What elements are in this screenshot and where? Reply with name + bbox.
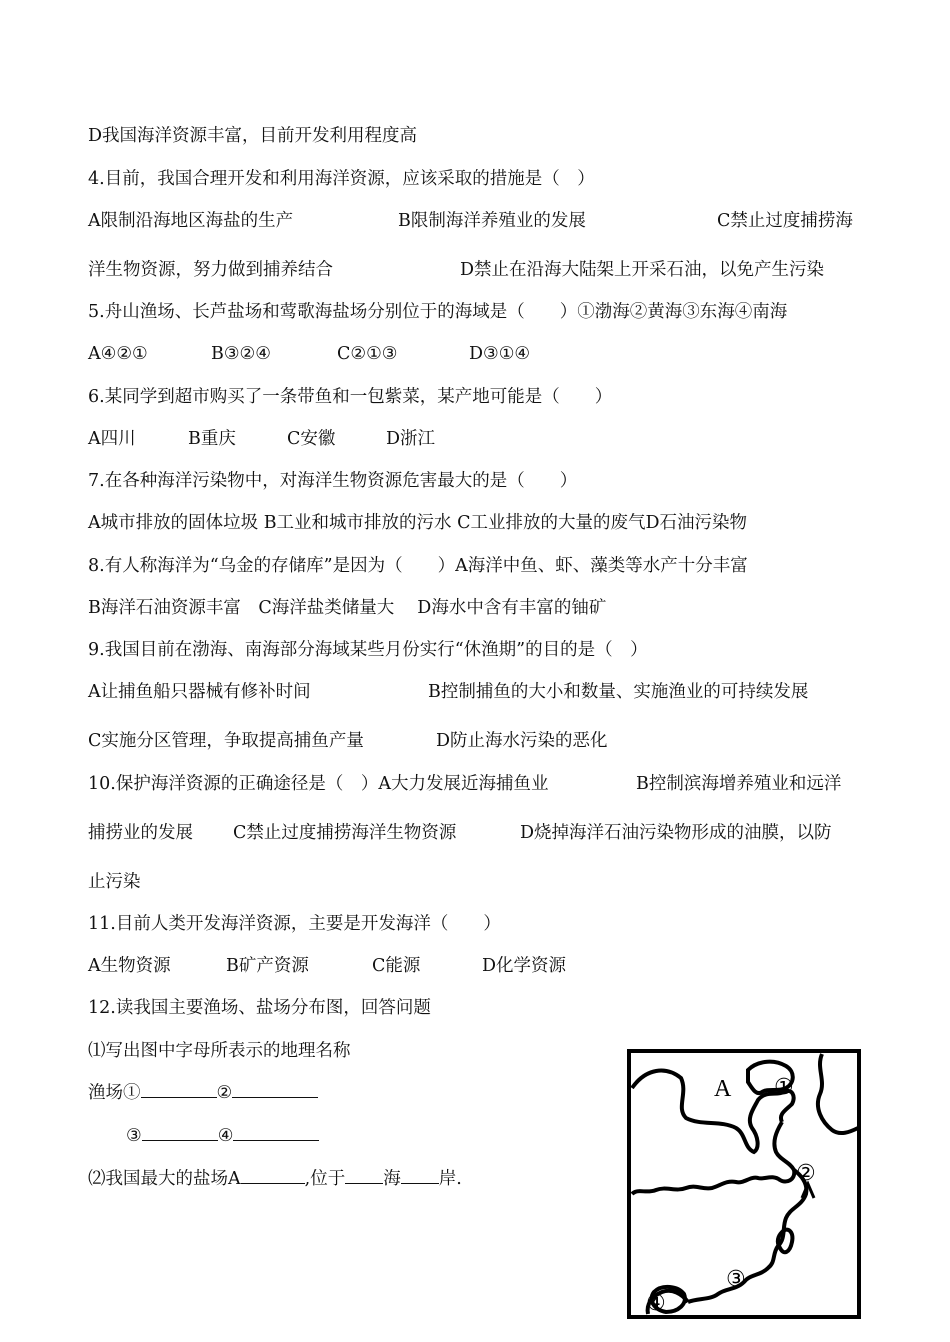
question-6: 6.某同学到超市购买了一条带鱼和一包紫菜，某产地可能是（ ）: [88, 387, 613, 407]
q10-option-c: C禁止过度捕捞海洋生物资源: [233, 823, 457, 843]
q9-option-c: C实施分区管理，争取提高捕鱼产量: [88, 731, 364, 751]
blank-coast[interactable]: [401, 1167, 439, 1184]
map-label-a: A: [714, 1076, 732, 1102]
q5-option-c: C②①③: [337, 344, 398, 364]
blank-fishery-4[interactable]: [233, 1124, 319, 1141]
q11-option-a: A生物资源: [88, 956, 171, 976]
q11-option-d: D化学资源: [482, 956, 567, 976]
q7-options: A城市排放的固体垃圾 B工业和城市排放的污水 C工业排放的大量的废气D石油污染物: [88, 513, 748, 533]
fishery-3-label: ③: [126, 1126, 142, 1146]
q6-option-c: C安徽: [287, 429, 336, 449]
map-marker-3: ③: [726, 1267, 746, 1292]
q6-option-d: D浙江: [386, 429, 436, 449]
question-11: 11.目前人类开发海洋资源，主要是开发海洋（ ）: [88, 914, 501, 934]
fishery-saltfield-map: [626, 1048, 862, 1320]
map-marker-1: ①: [774, 1075, 794, 1100]
map-marker-4: ④: [646, 1291, 666, 1316]
fishery-2-label: ②: [216, 1083, 233, 1103]
q9-option-d: D防止海水污染的恶化: [436, 731, 608, 751]
fishery-label: 渔场①: [88, 1083, 141, 1103]
q12-sub-2-text-c: 海: [383, 1169, 401, 1189]
q5-option-b: B③②④: [211, 344, 271, 364]
map-marker-2: ②: [796, 1161, 816, 1186]
q11-option-b: B矿产资源: [226, 956, 309, 976]
q10-option-d-cont: 止污染: [88, 872, 141, 892]
blank-salt-field[interactable]: [241, 1167, 305, 1184]
question-7: 7.在各种海洋污染物中，对海洋生物资源危害最大的是（ ）: [88, 471, 578, 491]
q10-option-b-cont: 捕捞业的发展: [88, 823, 193, 843]
q6-option-a: A四川: [88, 429, 136, 449]
q5-option-d: D③①④: [469, 344, 531, 364]
q5-option-a: A④②①: [88, 344, 148, 364]
question-4: 4.目前，我国合理开发和利用海洋资源，应该采取的措施是（ ）: [88, 169, 595, 189]
q4-option-d: D禁止在沿海大陆架上开采石油，以免产生污染: [460, 260, 825, 280]
q3-option-d: D我国海洋资源丰富，目前开发利用程度高: [88, 126, 418, 146]
q12-sub-1: ⑴写出图中字母所表示的地理名称: [88, 1041, 351, 1061]
fishery-4-label: ④: [217, 1126, 234, 1146]
q12-sub-2: [88, 1167, 462, 1191]
q12-sub-2-text-d: 岸.: [438, 1169, 462, 1189]
q10-option-b: B控制滨海增养殖业和远洋: [636, 774, 842, 794]
blank-fishery-1[interactable]: [141, 1081, 217, 1098]
question-10: 10.保护海洋资源的正确途径是（ ）A大力发展近海捕鱼业: [88, 774, 549, 794]
q10-option-d: D烧掉海洋石油污染物形成的油膜，以防: [520, 823, 832, 843]
question-12: 12.读我国主要渔场、盐场分布图，回答问题: [88, 998, 431, 1018]
fishery-blank-row-1: [88, 1081, 318, 1105]
blank-sea[interactable]: [345, 1167, 383, 1184]
q4-option-c-cont: 洋生物资源，努力做到捕养结合: [88, 260, 333, 280]
question-5: 5.舟山渔场、长芦盐场和莺歌海盐场分别位于的海域是（ ）①渤海②黄海③东海④南海: [88, 302, 788, 322]
q4-option-b: B限制海洋养殖业的发展: [398, 211, 586, 231]
q4-option-a: A限制沿海地区海盐的生产: [88, 211, 294, 231]
blank-fishery-2[interactable]: [232, 1081, 318, 1098]
fishery-blank-row-2: [126, 1124, 319, 1148]
q4-option-c: C禁止过度捕捞海: [717, 211, 853, 231]
blank-fishery-3[interactable]: [142, 1124, 218, 1141]
q11-option-c: C能源: [372, 956, 421, 976]
q9-option-b: B控制捕鱼的大小和数量、实施渔业的可持续发展: [428, 682, 809, 702]
question-9: 9.我国目前在渤海、南海部分海域某些月份实行“休渔期”的目的是（ ）: [88, 640, 648, 660]
question-8: 8.有人称海洋为“乌金的存储库”是因为（ ）A海洋中鱼、虾、藻类等水产十分丰富: [88, 556, 748, 576]
q12-sub-2-text-b: ,位于: [304, 1169, 346, 1189]
q8-options: B海洋石油资源丰富 C海洋盐类储量大 D海水中含有丰富的铀矿: [88, 598, 607, 618]
q9-option-a: A让捕鱼船只器械有修补时间: [88, 682, 311, 702]
q12-sub-2-text-a: ⑵我国最大的盐场A: [88, 1169, 241, 1189]
q6-option-b: B重庆: [188, 429, 236, 449]
